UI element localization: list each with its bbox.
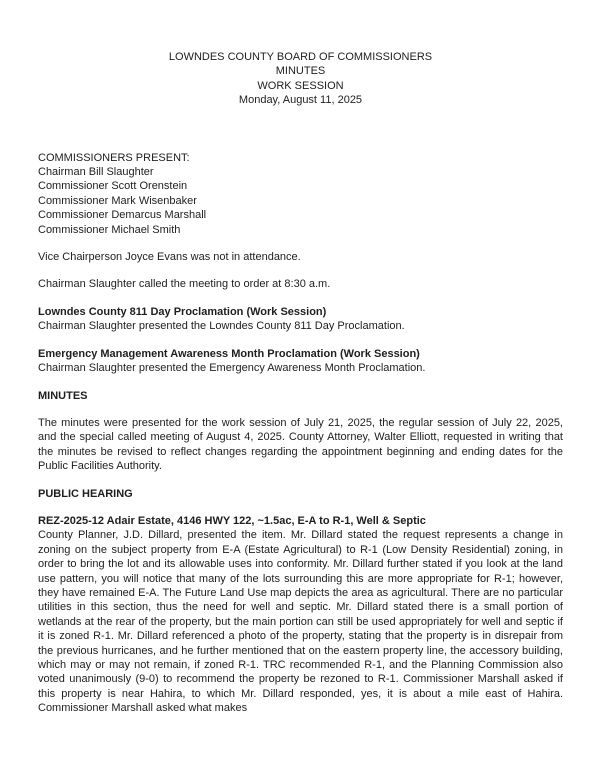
minutes-section-body: The minutes were presented for the work session of July 21, 2025, the regular session of July 22, 2025, and the special called meeting of August 4, 2025. County Attorney, Walter Elliott, requested in writing that the minutes be revised to reflect changes regarding the appointment beginning and ending dates for the Public Facilities Authority. — [38, 416, 563, 473]
commissioner-name: Commissioner Demarcus Marshall — [38, 209, 207, 222]
session-type-title: WORK SESSION — [257, 79, 344, 92]
proclamation-811-heading: Lowndes County 811 Day Proclamation (Work Session) — [38, 305, 327, 318]
proclamation-emergency-heading: Emergency Management Awareness Month Proclamation (Work Session) — [38, 347, 420, 360]
commissioner-name: Commissioner Michael Smith — [38, 223, 181, 236]
rezoning-item-heading: REZ-2025-12 Adair Estate, 4146 HWY 122, ~1.5ac, E-A to R-1, Well & Septic — [38, 514, 426, 527]
rezoning-item-section — [38, 514, 563, 716]
commissioners-present-label: COMMISSIONERS PRESENT: — [38, 151, 190, 164]
public-hearing-heading: PUBLIC HEARING — [38, 487, 133, 500]
commissioner-name: Chairman Bill Slaughter — [38, 166, 154, 179]
proclamation-811-body: Chairman Slaughter presented the Lowndes County 811 Day Proclamation. — [38, 320, 405, 333]
document-header — [38, 50, 563, 108]
meeting-date: Monday, August 11, 2025 — [238, 94, 363, 107]
absence-note: Vice Chairperson Joyce Evans was not in attendance. — [38, 251, 301, 264]
rezoning-item-body: County Planner, J.D. Dillard, presented the item. Mr. Dillard stated the request represents a change in zoning on the subject property from E-A (Estate Agricultural) to R-1 (Low Density Residential) zoning, in order to bring the lot and its allowable uses into conformity. Mr. Dillard further stated if you look at the land use pattern, you will notice that many of the lots surrounding this are more appropriate for R-1; however, they have remained E-A. The Future Land Use map depicts the area as agricultural. There are no particular utilities in this section, thus the need for well and septic. Mr. Dillard stated there is a small portion of wetlands at the rear of the property, but the main portion can still be used appropriately for well and septic if it is zoned R-1. Mr. Dillard referenced a photo of the property, stating that the property is in disrepair from the previous hurricanes, and he further mentioned that on the eastern property line, the accessory building, which may or may not remain, if zoned R-1. TRC recommended R-1, and the Planning Commission also voted unanimously (9-0) to recommend the property be rezoned to R-1. Commissioner Marshall asked if this property is near Hahira, to which Mr. Dillard responded, yes, it is about a mile east of Hahira. Commissioner Marshall asked what makes — [38, 529, 563, 715]
doc-type-title: MINUTES — [275, 65, 326, 78]
call-to-order-note: Chairman Slaughter called the meeting to order at 8:30 a.m. — [38, 278, 331, 291]
proclamation-emergency-section — [38, 347, 563, 376]
proclamation-811-section — [38, 305, 563, 334]
commissioner-name: Commissioner Mark Wisenbaker — [38, 194, 197, 207]
proclamation-emergency-body: Chairman Slaughter presented the Emergency Awareness Month Proclamation. — [38, 362, 426, 375]
commissioners-present-section — [38, 151, 563, 237]
org-title: LOWNDES COUNTY BOARD OF COMMISSIONERS — [168, 51, 433, 63]
minutes-section-heading: MINUTES — [38, 389, 88, 402]
commissioner-name: Commissioner Scott Orenstein — [38, 180, 188, 193]
